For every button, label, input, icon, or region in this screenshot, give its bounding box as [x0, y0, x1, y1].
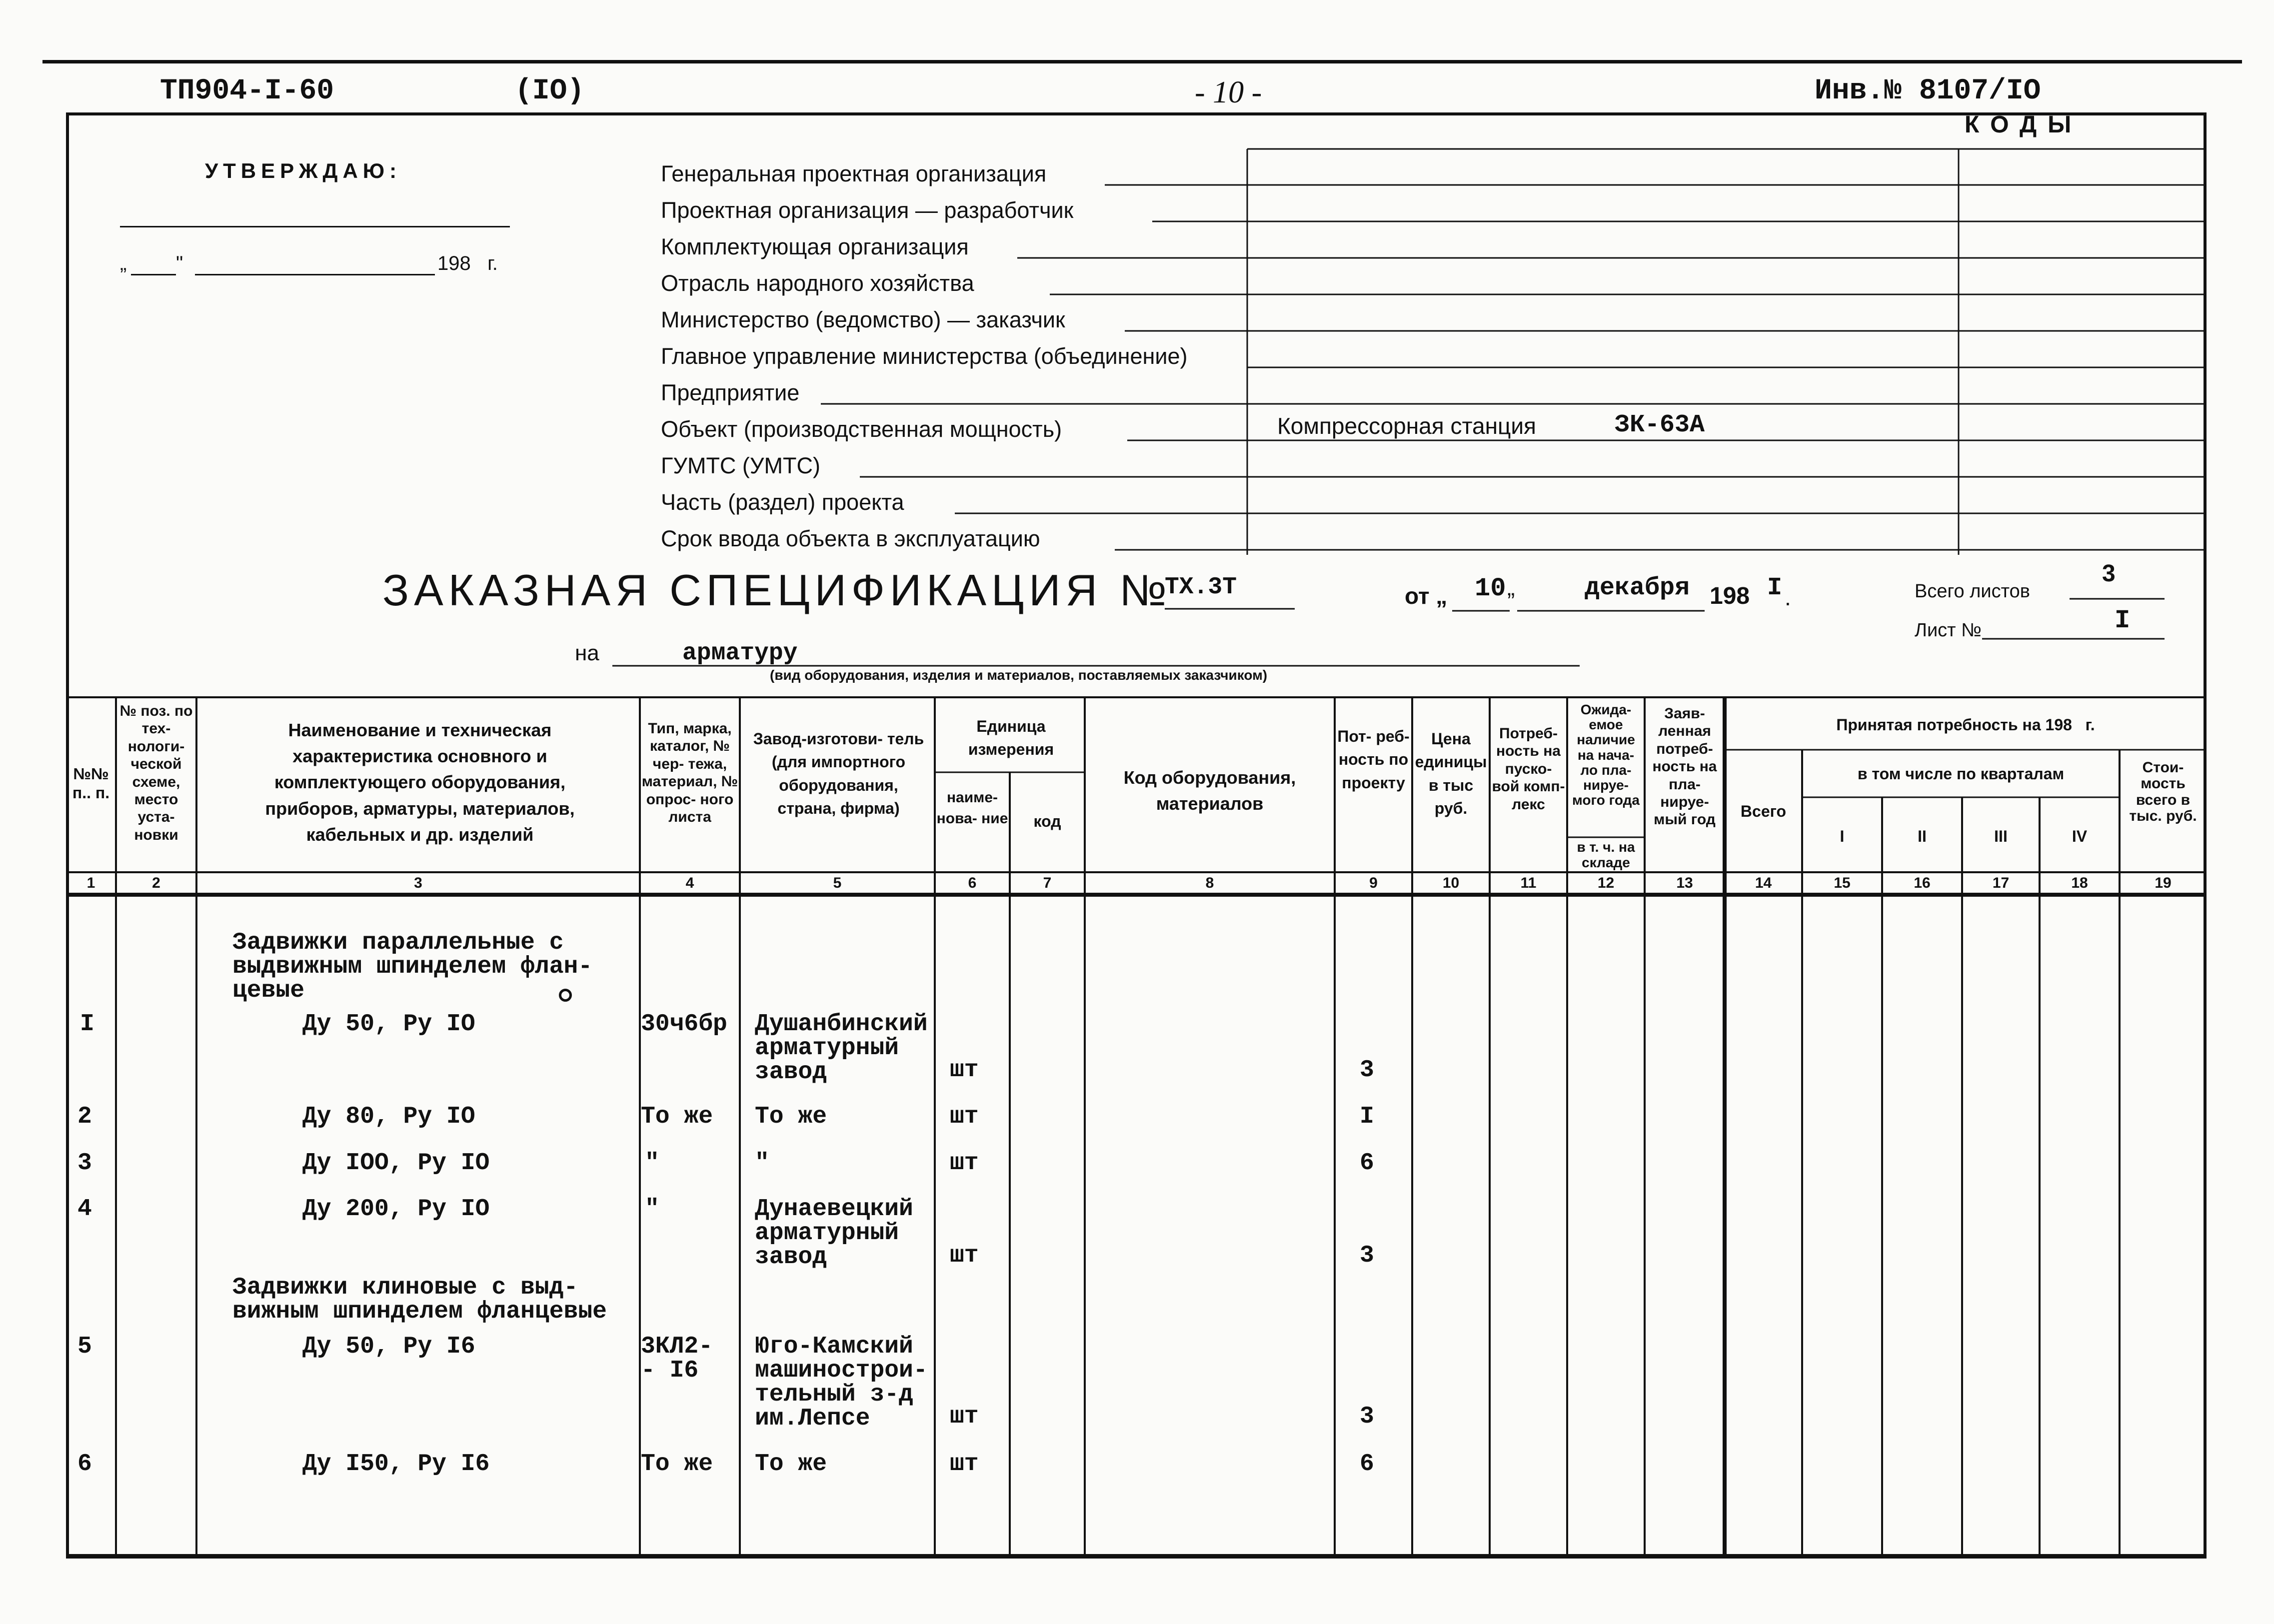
circle-mark [559, 989, 572, 1002]
row-unit: шт [950, 1103, 979, 1130]
row-maker: Дунаевецкий арматурный завод [755, 1196, 913, 1271]
col-header-4: Тип, марка, каталог, № чер- тежа, материал, № опрос- ного листа [641, 720, 738, 825]
row-name: Ду IOO, Ру IO [302, 1150, 490, 1177]
col-num-4: 4 [685, 875, 694, 891]
spec-from-label: от „ [1405, 583, 1448, 609]
row-qty: I [1360, 1103, 1374, 1130]
col-num-13: 13 [1676, 875, 1693, 891]
row-type: То же [641, 1103, 713, 1130]
col-num-18: 18 [2071, 875, 2088, 891]
col-header-q3: III [1994, 827, 2008, 845]
col-header-quarters: в том числе по кварталам [1857, 765, 2065, 783]
row-qty: 6 [1360, 1451, 1374, 1478]
field-gumts: ГУМТС (УМТС) [661, 453, 820, 478]
col-num-11: 11 [1520, 875, 1537, 891]
field-general-org: Генеральная проектная организация [661, 161, 1047, 186]
spec-day: 10 [1475, 574, 1506, 603]
row-qty: 3 [1360, 1242, 1374, 1269]
spec-subject: арматуру [682, 640, 798, 667]
field-main-dept: Главное управление министерства (объединение) [661, 343, 1188, 369]
field-design-org: Проектная организация — разработчик [661, 197, 1074, 223]
document-code: ТП904-I-60 [160, 75, 334, 107]
spec-on-label: на [575, 641, 599, 665]
col-num-16: 16 [1914, 875, 1931, 891]
codes-label: КОДЫ [1965, 111, 2083, 138]
row-number: I [80, 1011, 94, 1038]
row-type: " [645, 1150, 659, 1177]
row-number: 5 [77, 1333, 92, 1360]
row-qty: 3 [1360, 1057, 1374, 1084]
col-header-12b: в т. ч. на складе [1577, 839, 1635, 870]
col-num-17: 17 [1992, 875, 2010, 891]
col-num-14: 14 [1755, 875, 1772, 891]
col-header-5: Завод-изготови- тель (для импортного оборудования, страна, фирма) [753, 730, 924, 818]
approve-quote-close: " [176, 252, 183, 274]
col-header-q2: II [1918, 827, 1927, 845]
col-num-6: 6 [968, 875, 977, 891]
col-header-14: Всего [1740, 802, 1787, 820]
approve-label: УТВЕРЖДАЮ: [205, 159, 402, 182]
row-number: 4 [77, 1196, 92, 1223]
row-type: 3КЛ2- - I6 [641, 1333, 713, 1384]
row-number: 3 [77, 1150, 92, 1177]
spec-number: ТХ.3Т [1165, 574, 1237, 601]
field-deadline: Срок ввода объекта в эксплуатацию [661, 526, 1040, 551]
col-num-15: 15 [1834, 875, 1851, 891]
row-unit: шт [950, 1057, 979, 1084]
row-name: Ду 200, Ру IO [302, 1196, 490, 1223]
col-num-1: 1 [86, 875, 95, 891]
field-enterprise: Предприятие [661, 380, 800, 405]
row-maker: " [755, 1150, 769, 1177]
col-header-q1: I [1840, 827, 1845, 845]
group-title: Задвижки клиновые с выд- вижным шпинделем фланцевые [232, 1274, 607, 1325]
field-object: Объект (производственная мощность) [661, 416, 1062, 442]
approve-quote-open: „ [120, 252, 127, 274]
row-number: 6 [77, 1451, 92, 1478]
page-number: - 10 - [1195, 75, 1262, 109]
row-qty: 6 [1360, 1150, 1374, 1177]
inventory-number: Инв.№ 8107/IO [1815, 75, 2041, 107]
col-num-10: 10 [1442, 875, 1460, 891]
sheet-number: I [2115, 606, 2131, 635]
col-num-8: 8 [1205, 875, 1214, 891]
col-header-unit: Единица измерения [968, 717, 1054, 759]
col-num-9: 9 [1369, 875, 1378, 891]
field-ministry: Министерство (ведомство) — заказчик [661, 307, 1065, 332]
field-industry: Отрасль народного хозяйства [661, 270, 974, 296]
field-complete-org: Комплектующая организация [661, 234, 969, 259]
row-maker: Душанбинский арматурный завод [755, 1011, 928, 1086]
group-title: Задвижки параллельные с выдвижным шпинделем флан- цевые [232, 929, 593, 1004]
row-type: То же [641, 1451, 713, 1478]
col-header-1: №№ п.. п. [72, 765, 110, 802]
col-header-13: Заяв- ленная потреб- ность на пла- нируе- мый год [1652, 705, 1717, 828]
col-header-3: Наименование и техническая характеристика основного и комплектующего оборудования, приборов, арматуры, материалов, кабельных и др. изделий [265, 720, 575, 845]
spec-year-suffix: I [1767, 574, 1783, 602]
spec-year-g: . [1785, 584, 1791, 610]
col-num-2: 2 [152, 875, 160, 891]
spec-title: ЗАКАЗНАЯ СПЕЦИФИКАЦИЯ № [382, 565, 1172, 615]
col-header-6: наиме- нова- ние [936, 789, 1008, 827]
col-header-9: Пот- реб- ность по проекту [1337, 727, 1410, 792]
col-header-19: Стои- мость всего в тыс. руб. [2129, 759, 2197, 825]
spec-subject-hint: (вид оборудования, изделия и материалов, поставляемых заказчиком) [770, 667, 1268, 683]
total-sheets: 3 [2102, 560, 2116, 587]
row-qty: 3 [1360, 1403, 1374, 1430]
row-name: Ду 80, Ру IO [302, 1103, 475, 1130]
row-type: 30ч6бр [641, 1011, 727, 1038]
total-sheets-label: Всего листов [1915, 581, 2030, 602]
col-header-accepted: Принятая потребность на 198 г. [1836, 716, 2095, 734]
col-num-19: 19 [2155, 875, 2172, 891]
approve-year: 198 г. [437, 252, 498, 274]
row-name: Ду I50, Ру I6 [302, 1451, 490, 1478]
row-maker: То же [755, 1451, 827, 1478]
row-name: Ду 50, Ру I6 [302, 1333, 475, 1360]
sheet-label: Лист № [1915, 620, 1982, 641]
row-unit: шт [950, 1242, 979, 1269]
col-num-12: 12 [1597, 875, 1615, 891]
row-unit: шт [950, 1403, 979, 1430]
col-header-11: Потреб- ность на пуско- вой комп- лекс [1492, 725, 1565, 813]
col-num-7: 7 [1043, 875, 1052, 891]
row-unit: шт [950, 1150, 979, 1177]
spec-year-prefix: 198 [1710, 583, 1750, 609]
col-header-8: Код оборудования, материалов [1123, 767, 1296, 814]
row-maker: Юго-Камский машинострои- тельный з-д им.Лепсе [755, 1333, 928, 1432]
col-num-3: 3 [414, 875, 422, 891]
row-unit: шт [950, 1451, 979, 1478]
object-code: ЗК-63А [1615, 411, 1705, 439]
spec-month: декабря [1585, 574, 1690, 602]
col-num-5: 5 [833, 875, 842, 891]
row-number: 2 [77, 1103, 92, 1130]
field-project-part: Часть (раздел) проекта [661, 489, 904, 515]
row-name: Ду 50, Ру IO [302, 1011, 475, 1038]
col-header-7: код [1033, 812, 1061, 830]
row-type: " [645, 1196, 659, 1223]
row-maker: То же [755, 1103, 827, 1130]
col-header-12: Ожида- емое наличие на нача- ло пла- нируе- мого года [1572, 702, 1640, 808]
col-header-10: Цена единицы в тыс руб. [1415, 730, 1487, 818]
col-header-2: № поз. по тех- нологи- ческой схеме, место уста- новки [119, 703, 193, 843]
spec-day-quote: „ [1507, 574, 1515, 600]
part-number: (IO) [515, 75, 585, 107]
object-value: Компрессорная станция [1277, 413, 1536, 439]
col-header-q4: IV [2072, 827, 2088, 845]
